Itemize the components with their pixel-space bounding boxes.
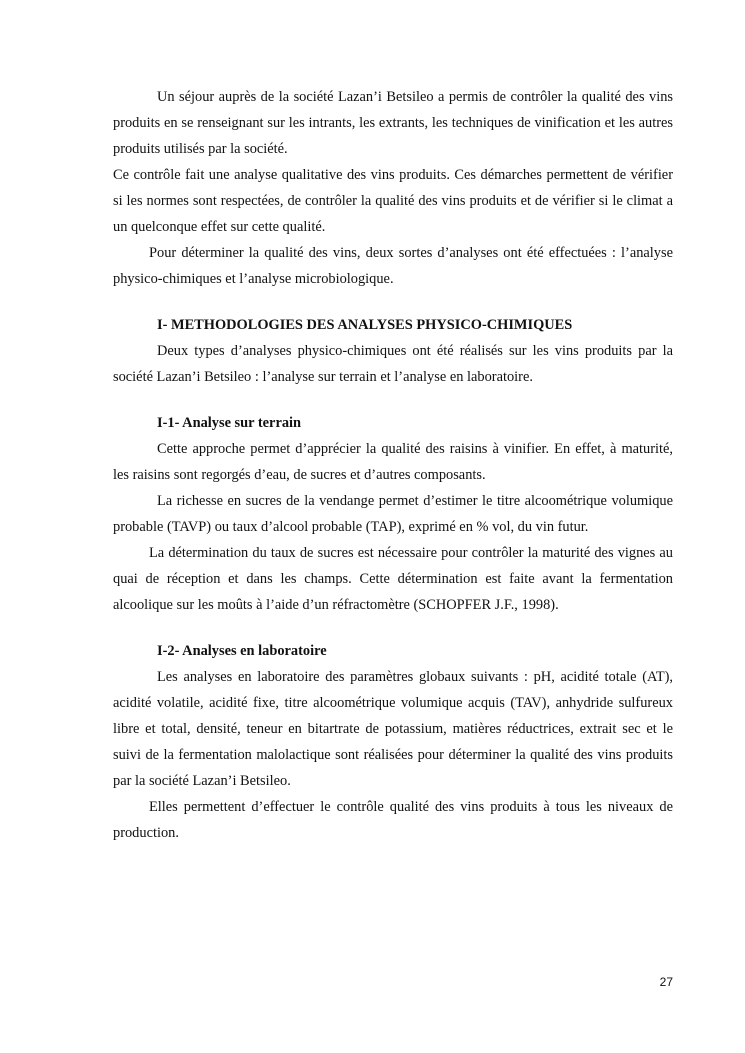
analysis-types-paragraph: Pour déterminer la qualité des vins, deux sortes d’analyses ont été effectuées : l’analyse physico-chimiques et l’analyse microbiologique. [113, 245, 673, 287]
terrain-paragraph-2: La richesse en sucres de la vendange permet d’estimer le titre alcoométrique volumique probable (TAVP) ou taux d’alcool probable (TAP), exprimé en % vol, du vin futur. [113, 493, 673, 535]
spacer [113, 618, 673, 638]
intro-paragraph: Un séjour auprès de la société Lazan’i Betsileo a permis de contrôler la qualité des vins produits en se renseignant sur les intrants, les extrants, les techniques de vinification et les autres produits utilisés par la société. [113, 89, 673, 157]
subsection-title-laboratory: I-2- Analyses en laboratoire [157, 643, 327, 659]
laboratory-paragraph-1: Les analyses en laboratoire des paramètres globaux suivants : pH, acidité totale (AT), acidité volatile, acidité fixe, titre alcoométrique volumique acquis (TAV), anhydride sulfureux libre et total, densité, teneur en bitartrate de potassium, matières réductrices, extrait sec et le suivi de la fermentation malolactique sont réalisées pour déterminer la qualité des vins produits par la société Lazan’i Betsileo. [113, 669, 673, 789]
control-paragraph: Ce contrôle fait une analyse qualitative des vins produits. Ces démarches permettent de vérifier si les normes sont respectées, de contrôler la qualité des vins produits et de vérifier si le climat a un quelconque effet sur cette qualité. [113, 167, 673, 235]
terrain-paragraph-3: La détermination du taux de sucres est nécessaire pour contrôler la maturité des vignes au quai de réception et dans les champs. Cette détermination est faite avant la fermentation alcoolique sur les moûts à l’aide d’un réfractomètre (SCHOPFER J.F., 1998). [113, 545, 673, 613]
spacer [113, 390, 673, 410]
spacer [113, 292, 673, 312]
section-intro-paragraph: Deux types d’analyses physico-chimiques ont été réalisés sur les vins produits par la société Lazan’i Betsileo : l’analyse sur terrain et l’analyse en laboratoire. [113, 343, 673, 385]
section-title: I- METHODOLOGIES DES ANALYSES PHYSICO-CHIMIQUES [157, 317, 573, 333]
page-number: 27 [659, 975, 673, 989]
laboratory-paragraph-2: Elles permettent d’effectuer le contrôle qualité des vins produits à tous les niveaux de production. [113, 799, 673, 841]
terrain-paragraph-1: Cette approche permet d’apprécier la qualité des raisins à vinifier. En effet, à maturité, les raisins sont regorgés d’eau, de sucres et d’autres composants. [113, 441, 673, 483]
subsection-title-terrain: I-1- Analyse sur terrain [157, 415, 302, 431]
document-page [113, 84, 673, 846]
